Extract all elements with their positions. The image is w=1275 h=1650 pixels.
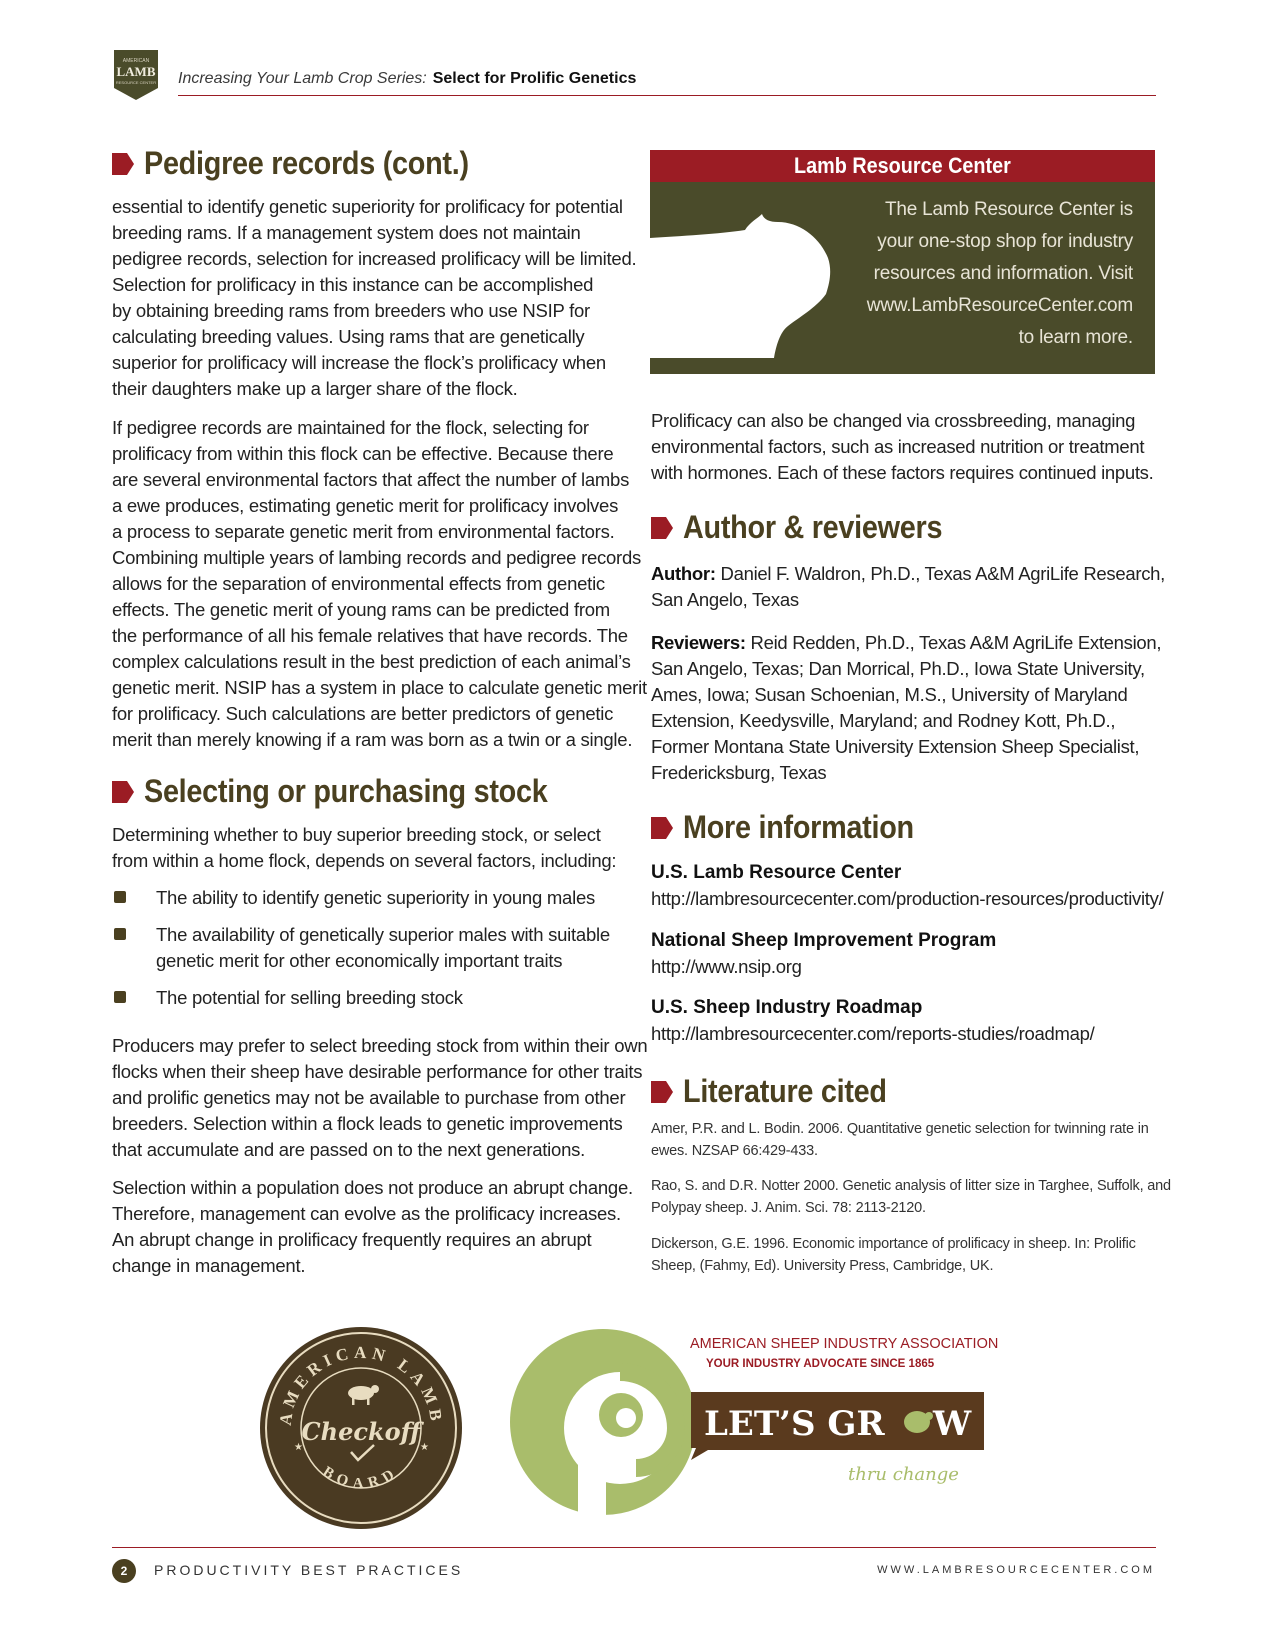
heading-text: Pedigree records (cont.) — [144, 145, 469, 181]
citation-line: Dickerson, G.E. 1996. Economic importance of prolificacy in sheep. In: Prolific — [651, 1236, 1136, 1252]
lamb-resource-center-logo — [112, 48, 160, 102]
list-item-text: genetic merit for other economically important traits — [156, 950, 563, 971]
label: Reviewers: — [651, 632, 746, 653]
text-line: resources and information. Visit — [873, 263, 1133, 284]
text-line: change in management. — [112, 1255, 306, 1276]
citation-line: Rao, S. and D.R. Notter 2000. Genetic analysis of litter size in Targhee, Suffolk, and — [651, 1178, 1171, 1194]
paragraph-stock-2 — [112, 1033, 648, 1163]
text-line: If pedigree records are maintained for the flock, selecting for — [112, 417, 589, 438]
paragraph-crossbreeding — [651, 408, 1161, 486]
text-line: environmental factors, such as increased nutrition or treatment — [651, 436, 1145, 457]
heading-marker-icon — [112, 153, 134, 175]
text-line — [651, 760, 1171, 786]
text-line: merit than merely knowing if a ram was born as a twin or a single. — [112, 729, 633, 750]
text-line: Prolificacy can also be changed via crossbreeding, managing — [651, 410, 1136, 431]
sheep-silhouette-icon — [650, 208, 850, 358]
text-line — [651, 561, 1171, 587]
reviewers-block — [651, 630, 1171, 786]
text-line: prolificacy from within this flock can be effective. Because there — [112, 443, 614, 464]
text-line: effects. The genetic merit of young rams can be predicted from — [112, 599, 610, 620]
asi-tagline: YOUR INDUSTRY ADVOCATE SINCE 1865 — [706, 1358, 935, 1370]
box-body — [833, 194, 1133, 354]
checkoff-top-text: AMERICAN LAMB — [275, 1342, 447, 1427]
logo-sub-text: RESOURCE CENTER — [115, 80, 157, 85]
section-heading-info — [651, 809, 940, 846]
page-number: 2 — [112, 1559, 136, 1583]
text-line: Selection for prolificacy in this instance can be accomplished — [112, 274, 594, 295]
text-line: for prolificacy. Such calculations are better predictors of genetic — [112, 703, 614, 724]
line-text: Former Montana State University Extension Sheep Specialist, — [651, 736, 1140, 757]
text-line: their daughters make up a larger share of the flock. — [112, 378, 518, 399]
paragraph-stock-3 — [112, 1175, 632, 1279]
heading-text: Selecting or purchasing stock — [144, 773, 548, 809]
asi-banner-end: W — [933, 1404, 972, 1444]
line-text: Daniel F. Waldron, Ph.D., Texas A&M AgriLife Research, — [715, 563, 1165, 584]
text-line: Selection within a population does not produce an abrupt change. — [112, 1177, 633, 1198]
text-line: a ewe produces, estimating genetic merit for prolificacy involves — [112, 495, 619, 516]
asi-script: thru change — [848, 1464, 959, 1485]
text-line: from within a home flock, depends on several factors, including: — [112, 850, 617, 871]
paragraph-pedigree-1 — [112, 194, 637, 402]
checkoff-bottom-text: BOARD — [319, 1463, 403, 1492]
line-text: San Angelo, Texas — [651, 589, 799, 610]
list-item-text: The availability of genetically superior males with suitable — [156, 924, 610, 945]
text-line: Determining whether to buy superior breeding stock, or select — [112, 824, 601, 845]
asi-banner-text: LET’S GR — [704, 1404, 885, 1444]
header-title — [178, 70, 636, 88]
text-line: a process to separate genetic merit from environmental factors. — [112, 521, 615, 542]
svg-text:★: ★ — [294, 1442, 303, 1453]
list-item — [112, 985, 612, 1011]
footer-rule — [112, 1547, 1156, 1548]
section-heading-stock — [112, 773, 592, 810]
text-line: by obtaining breeding rams from breeders who use NSIP for — [112, 300, 590, 321]
text-line: essential to identify genetic superiority for prolificacy for potential — [112, 196, 623, 217]
paragraph-stock-intro — [112, 822, 632, 874]
list-item-text: The potential for selling breeding stock — [156, 987, 463, 1008]
text-line: www.LambResourceCenter.com — [866, 295, 1133, 316]
line-text: Extension, Keedysville, Maryland; and Rodney Kott, Ph.D., — [651, 710, 1116, 731]
section-heading-pedigree — [112, 145, 505, 182]
text-line: breeding rams. If a management system does not maintain — [112, 222, 581, 243]
line-text: Fredericksburg, Texas — [651, 762, 827, 783]
checkoff-script-text: Checkoff — [301, 1417, 421, 1446]
lamb-resource-center-box — [650, 150, 1155, 374]
text-line: calculating breeding values. Using rams that are genetically — [112, 326, 585, 347]
header-rule — [178, 95, 1156, 96]
topic-title: Select for Prolific Genetics — [432, 70, 637, 87]
text-line: allows for the separation of environmental effects from genetic — [112, 573, 605, 594]
text-line: Therefore, management can evolve as the prolificacy increases. — [112, 1203, 621, 1224]
text-line: that accumulate and are passed on to the next generations. — [112, 1139, 585, 1160]
info-link-nsip[interactable]: http://www.nsip.org — [651, 956, 802, 977]
line-text: Reid Redden, Ph.D., Texas A&M AgriLife Extension, — [745, 632, 1162, 653]
heading-marker-icon — [651, 1081, 673, 1103]
paragraph-pedigree-2 — [112, 415, 647, 753]
text-line — [651, 708, 1171, 734]
heading-marker-icon — [651, 817, 673, 839]
text-line: flocks when their sheep have desirable performance for other traits — [112, 1061, 643, 1082]
text-line: The Lamb Resource Center is — [884, 199, 1133, 220]
section-heading-literature — [651, 1073, 909, 1110]
citation-line: Sheep, (Fahmy, Ed). University Press, Cambridge, UK. — [651, 1258, 994, 1274]
text-line: An abrupt change in prolificacy frequently requires an abrupt — [112, 1229, 592, 1250]
info-title-lrc: U.S. Lamb Resource Center — [651, 862, 902, 883]
author-block — [651, 561, 1171, 613]
list-item-text: The ability to identify genetic superiority in young males — [156, 887, 595, 908]
info-link-roadmap[interactable]: http://lambresourcecenter.com/reports-studies/roadmap/ — [651, 1023, 1095, 1044]
bullet-square-icon — [114, 991, 126, 1003]
heading-text: Author & reviewers — [683, 509, 943, 545]
info-title-roadmap: U.S. Sheep Industry Roadmap — [651, 997, 923, 1018]
svg-text:★: ★ — [420, 1442, 429, 1453]
heading-marker-icon — [112, 781, 134, 803]
text-line — [651, 682, 1171, 708]
line-text: Ames, Iowa; Susan Schoenian, M.S., University of Maryland — [651, 684, 1128, 705]
bullet-square-icon — [114, 928, 126, 940]
text-line: Combining multiple years of lambing records and pedigree records — [112, 547, 642, 568]
text-line: pedigree records, selection for increased prolificacy will be limited. — [112, 248, 637, 269]
citation-line: ewes. NZSAP 66:429-433. — [651, 1143, 818, 1159]
logo-top-text: AMERICAN — [122, 58, 150, 64]
footer-series-label: PRODUCTIVITY BEST PRACTICES — [154, 1562, 464, 1578]
text-line — [651, 587, 1171, 613]
citation-dickerson — [651, 1233, 1161, 1277]
asi-name: AMERICAN SHEEP INDUSTRY ASSOCIATION — [690, 1336, 999, 1352]
footer-website[interactable]: WWW.LAMBRESOURCECENTER.COM — [877, 1564, 1155, 1576]
bullet-square-icon — [114, 891, 126, 903]
factor-list — [112, 885, 612, 1022]
text-line: the performance of all his female relatives that have records. The — [112, 625, 628, 646]
heading-text: More information — [683, 809, 914, 845]
line-text: San Angelo, Texas; Dan Morrical, Ph.D., Iowa State University, — [651, 658, 1145, 679]
text-line: your one-stop shop for industry — [877, 231, 1133, 252]
text-line: breeders. Selection within a flock leads to genetic improvements — [112, 1113, 623, 1134]
series-title: Increasing Your Lamb Crop Series: — [178, 70, 427, 87]
text-line — [651, 630, 1171, 656]
list-item — [112, 922, 612, 974]
text-line: genetic merit. NSIP has a system in place to calculate genetic merit — [112, 677, 647, 698]
text-line — [651, 734, 1171, 760]
box-title: Lamb Resource Center — [794, 153, 1011, 178]
text-line: are several environmental factors that affect the number of lambs — [112, 469, 630, 490]
text-line: superior for prolificacy will increase the flock’s prolificacy when — [112, 352, 606, 373]
info-link-lrc[interactable]: http://lambresourcecenter.com/production-resources/productivity/ — [651, 888, 1164, 909]
text-line: Producers may prefer to select breeding stock from within their own — [112, 1035, 648, 1056]
citation-line: Amer, P.R. and L. Bodin. 2006. Quantitative genetic selection for twinning rate in — [651, 1121, 1149, 1137]
american-lamb-checkoff-logo — [258, 1325, 464, 1531]
logo-main-text: LAMB — [116, 64, 156, 79]
citation-rao — [651, 1175, 1171, 1219]
label: Author: — [651, 563, 716, 584]
text-line: complex calculations result in the best prediction of each animal’s — [112, 651, 631, 672]
american-sheep-industry-logo — [508, 1320, 1028, 1535]
section-heading-author — [651, 509, 971, 546]
text-line: with hormones. Each of these factors requires continued inputs. — [651, 462, 1154, 483]
list-item — [112, 885, 612, 911]
text-line — [651, 656, 1171, 682]
info-title-nsip: National Sheep Improvement Program — [651, 930, 997, 951]
heading-text: Literature cited — [683, 1073, 887, 1109]
box-title-bar — [650, 150, 1155, 182]
citation-amer — [651, 1118, 1161, 1162]
text-line: and prolific genetics may not be available to purchase from other — [112, 1087, 626, 1108]
text-line: to learn more. — [1018, 327, 1133, 348]
citation-line: Polypay sheep. J. Anim. Sci. 78: 2113-2120. — [651, 1200, 926, 1216]
heading-marker-icon — [651, 517, 673, 539]
